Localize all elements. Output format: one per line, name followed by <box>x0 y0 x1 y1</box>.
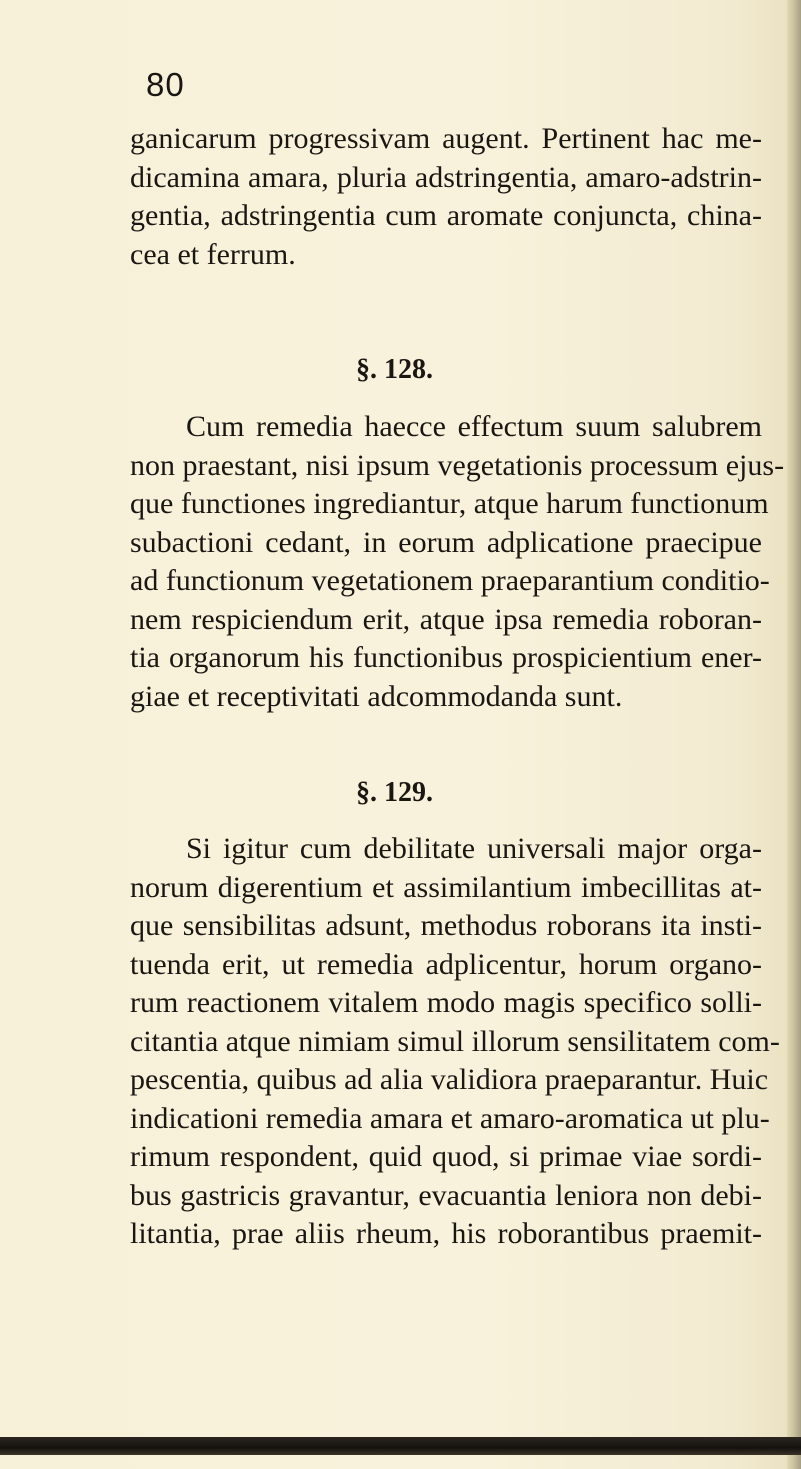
section-heading-129 <box>0 777 801 809</box>
text-line: tia organorum his functionibus prospicientium ener- <box>130 641 762 674</box>
text-line: que functiones ingrediantur, atque harum functionum <box>130 487 769 520</box>
text-line: tuenda erit, ut remedia adplicentur, horum organo- <box>130 947 762 981</box>
text-line: giae et receptivitati adcommodanda sunt. <box>130 679 623 713</box>
text-line: subactioni cedant, in eorum adplicatione praecipue <box>130 525 762 559</box>
page-edge-shadow <box>787 0 801 1469</box>
text-line: bus gastricis gravantur, evacuantia leniora non debi- <box>130 1178 762 1212</box>
paragraph-section-128 <box>130 408 785 716</box>
text-line: que sensibilitas adsunt, methodus roborans ita insti- <box>130 909 762 942</box>
text-line: norum digerentium et assimilantium imbecillitas at- <box>130 870 762 904</box>
text-line: rum reactionem vitalem modo magis specifico solli- <box>130 986 762 1019</box>
text-line: Si igitur cum debilitate universali major orga- <box>186 832 762 865</box>
text-line: citantia atque nimiam simul illorum sensilitatem com- <box>130 1024 780 1058</box>
section-number: §. 129. <box>356 777 433 808</box>
text-line: litantia, prae aliis rheum, his roborantibus praemit- <box>130 1217 762 1250</box>
page-number: 80 <box>146 66 185 103</box>
text-line: nem respiciendum erit, atque ipsa remedia roboran- <box>130 602 762 636</box>
paragraph-section-129 <box>130 830 780 1254</box>
text-line: indicationi remedia amara et amaro-aromatica ut plu- <box>130 1101 770 1135</box>
section-number: §. 128. <box>356 354 433 385</box>
text-line: Cum remedia haecce effectum suum salubrem <box>186 410 762 443</box>
text-line: cea et ferrum. <box>130 237 296 271</box>
bottom-scan-border <box>0 1437 801 1455</box>
text-line: pescentia, quibus ad alia validiora praeparantur. Huic <box>130 1063 769 1096</box>
text-line: rimum respondent, quid quod, si primae viae sordi- <box>130 1140 762 1173</box>
text-line: ad functionum vegetationem praeparantium conditio- <box>130 564 770 597</box>
text-line: non praestant, nisi ipsum vegetationis processum ejus- <box>130 448 785 482</box>
paragraph-continuation <box>130 120 762 274</box>
text-line: dicamina amara, pluria adstringentia, amaro-adstrin- <box>130 160 762 194</box>
text-line: gentia, adstringentia cum aromate conjuncta, china- <box>130 199 762 232</box>
section-heading-128 <box>0 354 801 386</box>
text-line: ganicarum progressivam augent. Pertinent hac me- <box>130 122 762 155</box>
